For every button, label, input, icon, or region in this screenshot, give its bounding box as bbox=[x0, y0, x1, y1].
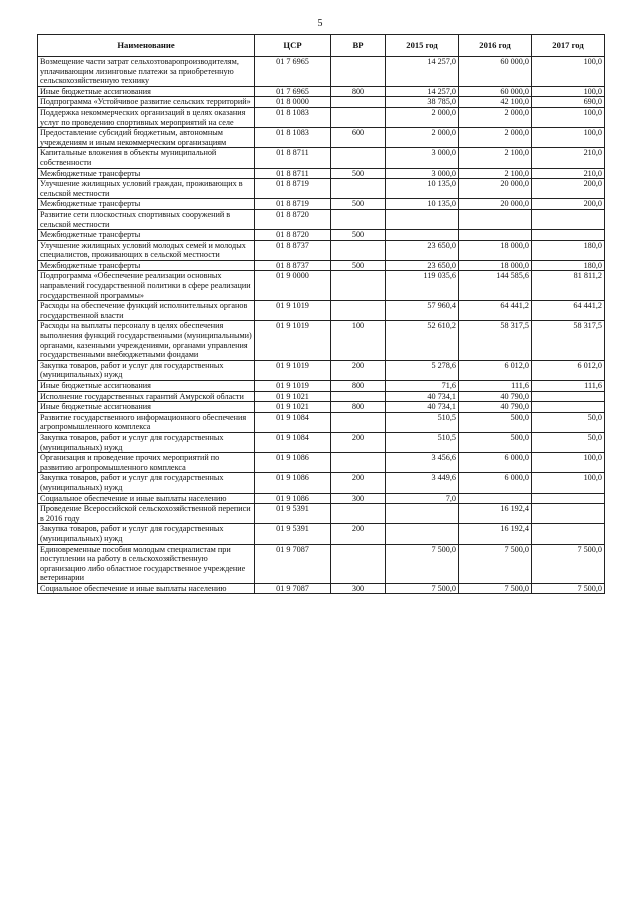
cell-2015 bbox=[386, 524, 459, 544]
cell-vr: 200 bbox=[331, 432, 386, 452]
cell-name: Организация и проведение прочих мероприятий по развитию агропромышленного комплекса bbox=[38, 453, 255, 473]
table-row bbox=[38, 148, 605, 168]
cell-vr: 200 bbox=[331, 524, 386, 544]
cell-vr: 500 bbox=[331, 168, 386, 179]
table-row bbox=[38, 199, 605, 210]
cell-csr: 01 8 1083 bbox=[255, 128, 331, 148]
cell-name: Межбюджетные трансферты bbox=[38, 260, 255, 271]
cell-name: Межбюджетные трансферты bbox=[38, 199, 255, 210]
cell-2015: 3 456,6 bbox=[386, 453, 459, 473]
cell-2015 bbox=[386, 504, 459, 524]
header-vr: ВР bbox=[331, 35, 386, 57]
cell-vr: 500 bbox=[331, 260, 386, 271]
cell-vr bbox=[331, 504, 386, 524]
cell-2015: 23 650,0 bbox=[386, 260, 459, 271]
cell-2016: 64 441,2 bbox=[459, 301, 532, 321]
cell-2015: 510,5 bbox=[386, 412, 459, 432]
cell-name: Закупка товаров, работ и услуг для государственных (муниципальных) нужд bbox=[38, 432, 255, 452]
cell-vr bbox=[331, 544, 386, 583]
cell-2017: 690,0 bbox=[532, 97, 605, 108]
cell-2017: 180,0 bbox=[532, 260, 605, 271]
cell-2017 bbox=[532, 504, 605, 524]
cell-csr: 01 7 6965 bbox=[255, 86, 331, 97]
cell-2015: 7 500,0 bbox=[386, 583, 459, 594]
cell-2015: 57 960,4 bbox=[386, 301, 459, 321]
cell-vr bbox=[331, 412, 386, 432]
cell-csr: 01 9 1084 bbox=[255, 432, 331, 452]
cell-name: Межбюджетные трансферты bbox=[38, 230, 255, 241]
table-row bbox=[38, 381, 605, 392]
cell-csr: 01 9 5391 bbox=[255, 524, 331, 544]
cell-name: Капитальные вложения в объекты муниципальной собственности bbox=[38, 148, 255, 168]
cell-2017: 6 012,0 bbox=[532, 360, 605, 380]
cell-vr bbox=[331, 148, 386, 168]
cell-2017 bbox=[532, 391, 605, 402]
cell-vr bbox=[331, 301, 386, 321]
cell-2017: 210,0 bbox=[532, 148, 605, 168]
cell-csr: 01 8 8711 bbox=[255, 168, 331, 179]
cell-2015: 10 135,0 bbox=[386, 179, 459, 199]
cell-2015: 3 449,6 bbox=[386, 473, 459, 493]
cell-csr: 01 8 0000 bbox=[255, 97, 331, 108]
cell-csr: 01 9 1019 bbox=[255, 381, 331, 392]
table-row bbox=[38, 107, 605, 127]
cell-csr: 01 8 8711 bbox=[255, 148, 331, 168]
cell-2015: 40 734,1 bbox=[386, 391, 459, 402]
cell-vr: 300 bbox=[331, 493, 386, 504]
cell-name: Предоставление субсидий бюджетным, автономным учреждениям и иным некоммерческим организациям bbox=[38, 128, 255, 148]
cell-2017 bbox=[532, 524, 605, 544]
cell-name: Подпрограмма «Обеспечение реализации основных направлений государственной политики в сфере реализации государственной программы» bbox=[38, 271, 255, 301]
table-row bbox=[38, 432, 605, 452]
cell-vr bbox=[331, 107, 386, 127]
cell-2017: 100,0 bbox=[532, 128, 605, 148]
header-2015: 2015 год bbox=[386, 35, 459, 57]
cell-2016: 18 000,0 bbox=[459, 240, 532, 260]
table-row bbox=[38, 128, 605, 148]
table-row bbox=[38, 230, 605, 241]
table-row bbox=[38, 301, 605, 321]
cell-csr: 01 8 8719 bbox=[255, 179, 331, 199]
cell-csr: 01 9 0000 bbox=[255, 271, 331, 301]
cell-name: Закупка товаров, работ и услуг для государственных (муниципальных) нужд bbox=[38, 524, 255, 544]
cell-csr: 01 9 1019 bbox=[255, 321, 331, 360]
cell-2016: 58 317,5 bbox=[459, 321, 532, 360]
table-row bbox=[38, 209, 605, 229]
cell-2015: 3 000,0 bbox=[386, 168, 459, 179]
header-csr: ЦСР bbox=[255, 35, 331, 57]
table-row bbox=[38, 86, 605, 97]
cell-2015: 10 135,0 bbox=[386, 199, 459, 210]
cell-2015: 14 257,0 bbox=[386, 57, 459, 87]
cell-name: Развитие государственного информационного обеспечения агропромышленного комплекса bbox=[38, 412, 255, 432]
cell-name: Расходы на обеспечение функций исполнительных органов государственной власти bbox=[38, 301, 255, 321]
cell-2017 bbox=[532, 209, 605, 229]
cell-name: Закупка товаров, работ и услуг для государственных (муниципальных) нужд bbox=[38, 360, 255, 380]
table-row bbox=[38, 504, 605, 524]
cell-2016: 20 000,0 bbox=[459, 199, 532, 210]
cell-2016 bbox=[459, 209, 532, 229]
cell-2015: 52 610,2 bbox=[386, 321, 459, 360]
table-row bbox=[38, 57, 605, 87]
cell-vr: 500 bbox=[331, 230, 386, 241]
header-2016: 2016 год bbox=[459, 35, 532, 57]
header-name: Наименование bbox=[38, 35, 255, 57]
cell-name: Подпрограмма «Устойчивое развитие сельских территорий» bbox=[38, 97, 255, 108]
cell-vr: 100 bbox=[331, 321, 386, 360]
cell-2017 bbox=[532, 402, 605, 413]
cell-vr: 800 bbox=[331, 381, 386, 392]
cell-2016: 2 000,0 bbox=[459, 107, 532, 127]
cell-csr: 01 8 1083 bbox=[255, 107, 331, 127]
cell-name: Закупка товаров, работ и услуг для государственных (муниципальных) нужд bbox=[38, 473, 255, 493]
cell-name: Социальное обеспечение и иные выплаты населению bbox=[38, 493, 255, 504]
cell-name: Иные бюджетные ассигнования bbox=[38, 381, 255, 392]
cell-2016: 20 000,0 bbox=[459, 179, 532, 199]
table-row bbox=[38, 271, 605, 301]
cell-csr: 01 9 7087 bbox=[255, 544, 331, 583]
cell-vr: 200 bbox=[331, 473, 386, 493]
cell-2016: 7 500,0 bbox=[459, 544, 532, 583]
cell-2017 bbox=[532, 493, 605, 504]
cell-2015: 2 000,0 bbox=[386, 107, 459, 127]
table-row bbox=[38, 473, 605, 493]
cell-2015 bbox=[386, 230, 459, 241]
cell-csr: 01 8 8719 bbox=[255, 199, 331, 210]
cell-2015: 7 500,0 bbox=[386, 544, 459, 583]
table-row bbox=[38, 391, 605, 402]
table-row bbox=[38, 360, 605, 380]
cell-name: Межбюджетные трансферты bbox=[38, 168, 255, 179]
cell-2015: 23 650,0 bbox=[386, 240, 459, 260]
cell-2016: 2 100,0 bbox=[459, 148, 532, 168]
cell-2017: 111,6 bbox=[532, 381, 605, 392]
cell-csr: 01 9 1086 bbox=[255, 473, 331, 493]
cell-2016: 6 000,0 bbox=[459, 473, 532, 493]
cell-name: Иные бюджетные ассигнования bbox=[38, 402, 255, 413]
cell-2016: 60 000,0 bbox=[459, 86, 532, 97]
cell-name: Проведение Всероссийской сельскохозяйственной переписи в 2016 году bbox=[38, 504, 255, 524]
cell-vr bbox=[331, 391, 386, 402]
cell-csr: 01 8 8737 bbox=[255, 240, 331, 260]
cell-2017: 100,0 bbox=[532, 57, 605, 87]
cell-2015: 71,6 bbox=[386, 381, 459, 392]
cell-csr: 01 7 6965 bbox=[255, 57, 331, 87]
cell-2015: 5 278,6 bbox=[386, 360, 459, 380]
cell-name: Улучшение жилищных условий граждан, проживающих в сельской местности bbox=[38, 179, 255, 199]
cell-2016: 111,6 bbox=[459, 381, 532, 392]
table-row bbox=[38, 412, 605, 432]
table-row bbox=[38, 179, 605, 199]
cell-vr: 200 bbox=[331, 360, 386, 380]
cell-2015: 14 257,0 bbox=[386, 86, 459, 97]
cell-vr bbox=[331, 57, 386, 87]
cell-vr bbox=[331, 209, 386, 229]
cell-2017: 7 500,0 bbox=[532, 544, 605, 583]
cell-2016 bbox=[459, 230, 532, 241]
cell-name: Расходы на выплаты персоналу в целях обеспечения выполнения функций государственными (муниципальными) органами, казенными учреждениями, органами управления государственными внебюджетными фондами bbox=[38, 321, 255, 360]
table-row bbox=[38, 168, 605, 179]
cell-name: Иные бюджетные ассигнования bbox=[38, 86, 255, 97]
cell-vr bbox=[331, 97, 386, 108]
table-row bbox=[38, 321, 605, 360]
table-row bbox=[38, 583, 605, 594]
cell-2017: 50,0 bbox=[532, 432, 605, 452]
table-row bbox=[38, 402, 605, 413]
table-row bbox=[38, 260, 605, 271]
cell-2015: 40 734,1 bbox=[386, 402, 459, 413]
cell-2017 bbox=[532, 230, 605, 241]
cell-csr: 01 9 1019 bbox=[255, 360, 331, 380]
cell-vr: 800 bbox=[331, 402, 386, 413]
page-number: 5 bbox=[317, 18, 323, 29]
cell-2016: 6 000,0 bbox=[459, 453, 532, 473]
cell-vr: 600 bbox=[331, 128, 386, 148]
cell-csr: 01 8 8720 bbox=[255, 230, 331, 241]
cell-2016: 16 192,4 bbox=[459, 504, 532, 524]
table-row bbox=[38, 544, 605, 583]
cell-csr: 01 9 7087 bbox=[255, 583, 331, 594]
table-header-row bbox=[38, 35, 605, 57]
cell-vr bbox=[331, 271, 386, 301]
cell-2015: 38 785,0 bbox=[386, 97, 459, 108]
cell-2015: 119 035,6 bbox=[386, 271, 459, 301]
cell-csr: 01 8 8720 bbox=[255, 209, 331, 229]
cell-2016: 500,0 bbox=[459, 432, 532, 452]
cell-2015: 510,5 bbox=[386, 432, 459, 452]
cell-csr: 01 9 1084 bbox=[255, 412, 331, 432]
cell-2015: 7,0 bbox=[386, 493, 459, 504]
cell-vr bbox=[331, 453, 386, 473]
table-row bbox=[38, 453, 605, 473]
cell-2015: 3 000,0 bbox=[386, 148, 459, 168]
cell-2017: 180,0 bbox=[532, 240, 605, 260]
cell-csr: 01 9 1021 bbox=[255, 391, 331, 402]
cell-name: Социальное обеспечение и иные выплаты населению bbox=[38, 583, 255, 594]
cell-2016: 42 100,0 bbox=[459, 97, 532, 108]
cell-2017: 100,0 bbox=[532, 86, 605, 97]
cell-2016: 2 000,0 bbox=[459, 128, 532, 148]
budget-table bbox=[37, 34, 605, 594]
cell-2017: 200,0 bbox=[532, 199, 605, 210]
cell-2016: 40 790,0 bbox=[459, 391, 532, 402]
cell-2017: 81 811,2 bbox=[532, 271, 605, 301]
table-row bbox=[38, 524, 605, 544]
table-row bbox=[38, 240, 605, 260]
cell-name: Единовременные пособия молодым специалистам при поступлении на работу в сельскохозяйственную организацию либо областное государственное учреждение ветеринарии bbox=[38, 544, 255, 583]
cell-2015 bbox=[386, 209, 459, 229]
header-2017: 2017 год bbox=[532, 35, 605, 57]
cell-2016: 16 192,4 bbox=[459, 524, 532, 544]
table-row bbox=[38, 97, 605, 108]
cell-2016: 40 790,0 bbox=[459, 402, 532, 413]
cell-name: Улучшение жилищных условий молодых семей и молодых специалистов, проживающих в сельской местности bbox=[38, 240, 255, 260]
cell-2017: 200,0 bbox=[532, 179, 605, 199]
cell-2017: 7 500,0 bbox=[532, 583, 605, 594]
cell-name: Развитие сети плоскостных спортивных сооружений в сельской местности bbox=[38, 209, 255, 229]
cell-csr: 01 9 1019 bbox=[255, 301, 331, 321]
cell-2016: 500,0 bbox=[459, 412, 532, 432]
cell-vr bbox=[331, 179, 386, 199]
cell-2017: 100,0 bbox=[532, 453, 605, 473]
cell-vr: 300 bbox=[331, 583, 386, 594]
cell-2017: 100,0 bbox=[532, 107, 605, 127]
cell-csr: 01 9 5391 bbox=[255, 504, 331, 524]
cell-name: Возмещение части затрат сельхозтоваропроизводителям, уплачивающим лизинговые платежи за приобретенную сельскохозяйственную технику bbox=[38, 57, 255, 87]
cell-2017: 210,0 bbox=[532, 168, 605, 179]
cell-vr: 800 bbox=[331, 86, 386, 97]
cell-csr: 01 9 1086 bbox=[255, 453, 331, 473]
cell-2016: 18 000,0 bbox=[459, 260, 532, 271]
cell-name: Поддержка некоммерческих организаций в целях оказания услуг по проведению спортивных мероприятий на селе bbox=[38, 107, 255, 127]
cell-2015: 2 000,0 bbox=[386, 128, 459, 148]
cell-2016 bbox=[459, 493, 532, 504]
cell-csr: 01 9 1086 bbox=[255, 493, 331, 504]
cell-2016: 7 500,0 bbox=[459, 583, 532, 594]
cell-2016: 144 585,6 bbox=[459, 271, 532, 301]
cell-vr: 500 bbox=[331, 199, 386, 210]
cell-2016: 2 100,0 bbox=[459, 168, 532, 179]
cell-2017: 50,0 bbox=[532, 412, 605, 432]
table-row bbox=[38, 493, 605, 504]
cell-2017: 64 441,2 bbox=[532, 301, 605, 321]
cell-csr: 01 9 1021 bbox=[255, 402, 331, 413]
cell-vr bbox=[331, 240, 386, 260]
cell-2016: 6 012,0 bbox=[459, 360, 532, 380]
cell-2017: 100,0 bbox=[532, 473, 605, 493]
cell-2016: 60 000,0 bbox=[459, 57, 532, 87]
cell-csr: 01 8 8737 bbox=[255, 260, 331, 271]
cell-2017: 58 317,5 bbox=[532, 321, 605, 360]
cell-name: Исполнение государственных гарантий Амурской области bbox=[38, 391, 255, 402]
